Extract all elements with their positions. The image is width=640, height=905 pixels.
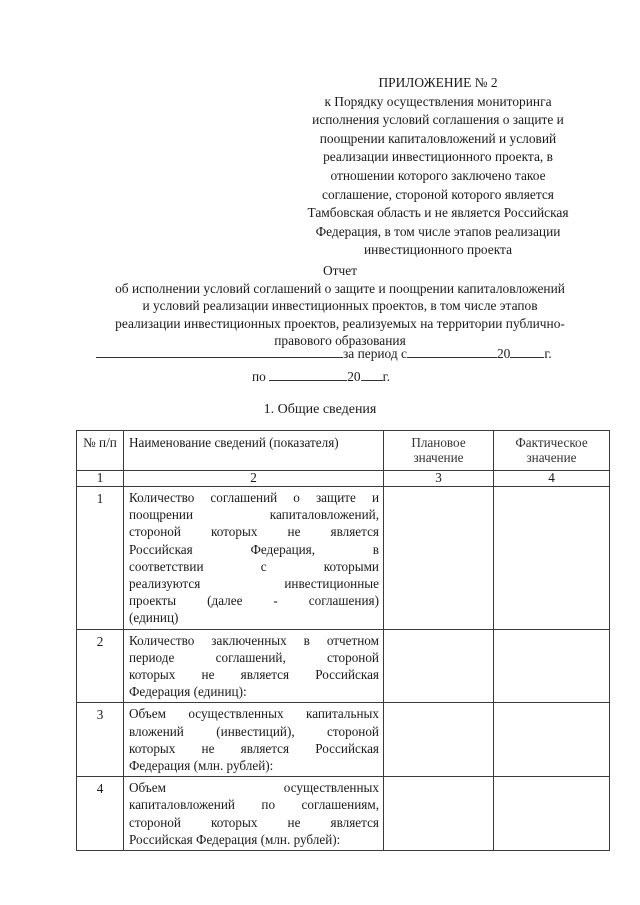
row-text-line: Объем осуществленных капитальных [129,706,379,722]
actual-value-cell[interactable] [494,703,610,777]
row-text-line: стороной которых не является [129,814,379,830]
from-year-prefix: 20 [496,346,511,361]
row-number: 2 [77,629,124,703]
table-row [77,487,610,630]
from-year-suffix: г. [544,346,552,361]
report-heading [70,262,610,350]
header-planned [384,431,494,471]
table-row [77,703,610,777]
row-number: 1 [77,487,124,630]
period-to-line [252,368,390,385]
row-text-line: проекты (далее - соглашения) [129,593,379,609]
section-title: 1. Общие сведения [263,402,377,417]
entity-name-blank [96,345,343,358]
appendix-line: поощрении капиталовложений и условий [319,130,557,146]
from-year-blank [510,345,544,358]
report-subtitle-line: и условий реализации инвестиционных проектов, в том числе этапов [142,298,538,314]
row-text-line: Количество соглашений о защите и [129,490,379,505]
report-subtitle-line: об исполнении условий соглашений о защите и поощрении капиталовложений [115,280,565,296]
appendix-line: реализации инвестиционного проекта, в [323,149,553,165]
appendix-header [282,74,594,260]
row-indicator-name [124,703,384,777]
appendix-title: ПРИЛОЖЕНИЕ № 2 [378,75,498,90]
table-row [77,777,610,851]
actual-value-cell[interactable] [494,777,610,851]
appendix-line: исполнения условий соглашения о защите и [312,112,564,128]
from-date-blank [407,345,497,358]
to-year-prefix: 20 [347,369,361,384]
header-actual [494,431,610,471]
header-planned-line1: Плановое [411,435,466,450]
to-date-blank [269,368,347,381]
planned-value-cell[interactable] [384,629,494,703]
row-text-line: которых не является Российская [129,740,379,756]
planned-value-cell[interactable] [384,487,494,630]
column-number: 1 [77,471,124,487]
table-header-row [77,431,610,471]
column-number: 4 [494,471,610,487]
column-number: 2 [124,471,384,487]
row-text-line: Федерация (единиц): [129,684,247,700]
actual-value-cell[interactable] [494,629,610,703]
row-text-line: вложений (инвестиций), стороной [129,723,379,739]
row-text-line: поощрении капиталовложений, [129,507,379,523]
appendix-line: Федерация, в том числе этапов реализации [315,223,561,239]
row-indicator-name [124,629,384,703]
period-to-label: по [252,369,266,384]
row-indicator-name [124,777,384,851]
row-text-line: Количество заключенных в отчетном [129,632,379,648]
actual-value-cell[interactable] [494,487,610,630]
appendix-line: к Порядку осуществления мониторинга [324,93,552,109]
general-info-table [76,430,610,851]
row-text-line: реализуются инвестиционные [129,576,379,592]
row-indicator-name [124,487,384,630]
row-text-line: Объем осуществленных [129,780,379,796]
header-name: Наименование сведений (показателя) [124,431,384,471]
period-from-label: за период с [343,346,407,361]
appendix-line: отношении которого заключено такое [330,167,546,183]
header-num: № п/п [77,431,124,471]
report-subtitle-line: правового образования [274,333,406,349]
report-title: Отчет [322,263,358,278]
row-text-line: (единиц) [129,610,179,626]
report-subtitle-line: реализации инвестиционных проектов, реализуемых на территории публично- [115,315,565,331]
row-text-line: Федерация (млн. рублей): [129,758,274,774]
header-actual-line1: Фактическое [515,435,588,450]
to-year-suffix: г. [382,369,390,384]
row-number: 3 [77,703,124,777]
header-actual-line2: значение [526,450,577,465]
planned-value-cell[interactable] [384,777,494,851]
row-number: 4 [77,777,124,851]
row-text-line: соответствии с которыми [129,558,379,574]
column-number: 3 [384,471,494,487]
to-year-blank [361,368,383,381]
row-text-line: периоде соглашений, стороной [129,649,379,665]
planned-value-cell[interactable] [384,703,494,777]
appendix-line: инвестиционного проекта [363,242,513,258]
table-row [77,629,610,703]
row-text-line: Российская Федерация (млн. рублей): [129,831,341,847]
row-text-line: капиталовложений по соглашениям, [129,797,379,813]
row-text-line: Российская Федерация, в [129,541,379,557]
column-number-row [77,471,610,487]
period-from-line [96,345,552,362]
header-planned-line2: значение [413,450,464,465]
appendix-line: Тамбовская область и не является Российская [307,205,569,221]
row-text-line: стороной которых не является [129,524,379,540]
row-text-line: которых не является Российская [129,667,379,683]
appendix-line: соглашение, стороной которого является [322,186,554,202]
